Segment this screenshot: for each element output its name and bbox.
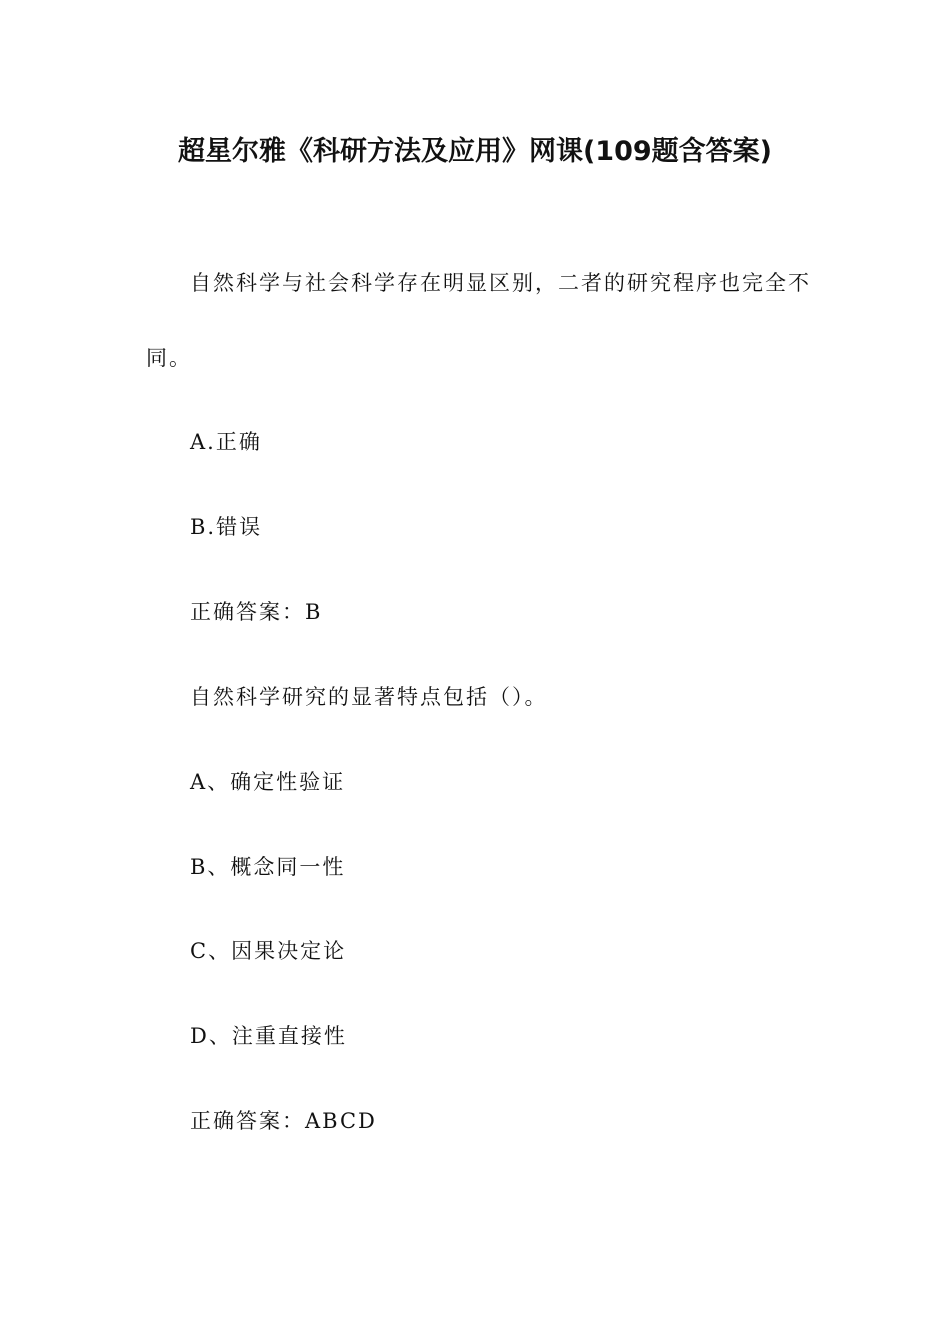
question-2-option-d: D、注重直接性 <box>190 1024 347 1048</box>
question-2-option-c: C、因果决定论 <box>190 939 347 963</box>
question-1-option-a: A.正确 <box>190 430 262 454</box>
question-2-option-a: A、确定性验证 <box>190 770 346 794</box>
question-1-stem-line-2: 同。 <box>146 346 192 370</box>
question-1-option-b: B.错误 <box>190 515 263 539</box>
question-2-stem: 自然科学研究的显著特点包括（）。 <box>190 685 548 709</box>
question-1-stem-line-1: 自然科学与社会科学存在明显区别，二者的研究程序也完全不 <box>190 271 811 295</box>
question-2-option-b: B、概念同一性 <box>190 855 346 879</box>
question-1-answer: 正确答案：B <box>190 600 323 624</box>
document-title: 超星尔雅《科研方法及应用》网课(109题含答案) <box>177 136 773 167</box>
question-2-answer: 正确答案：ABCD <box>190 1109 377 1133</box>
